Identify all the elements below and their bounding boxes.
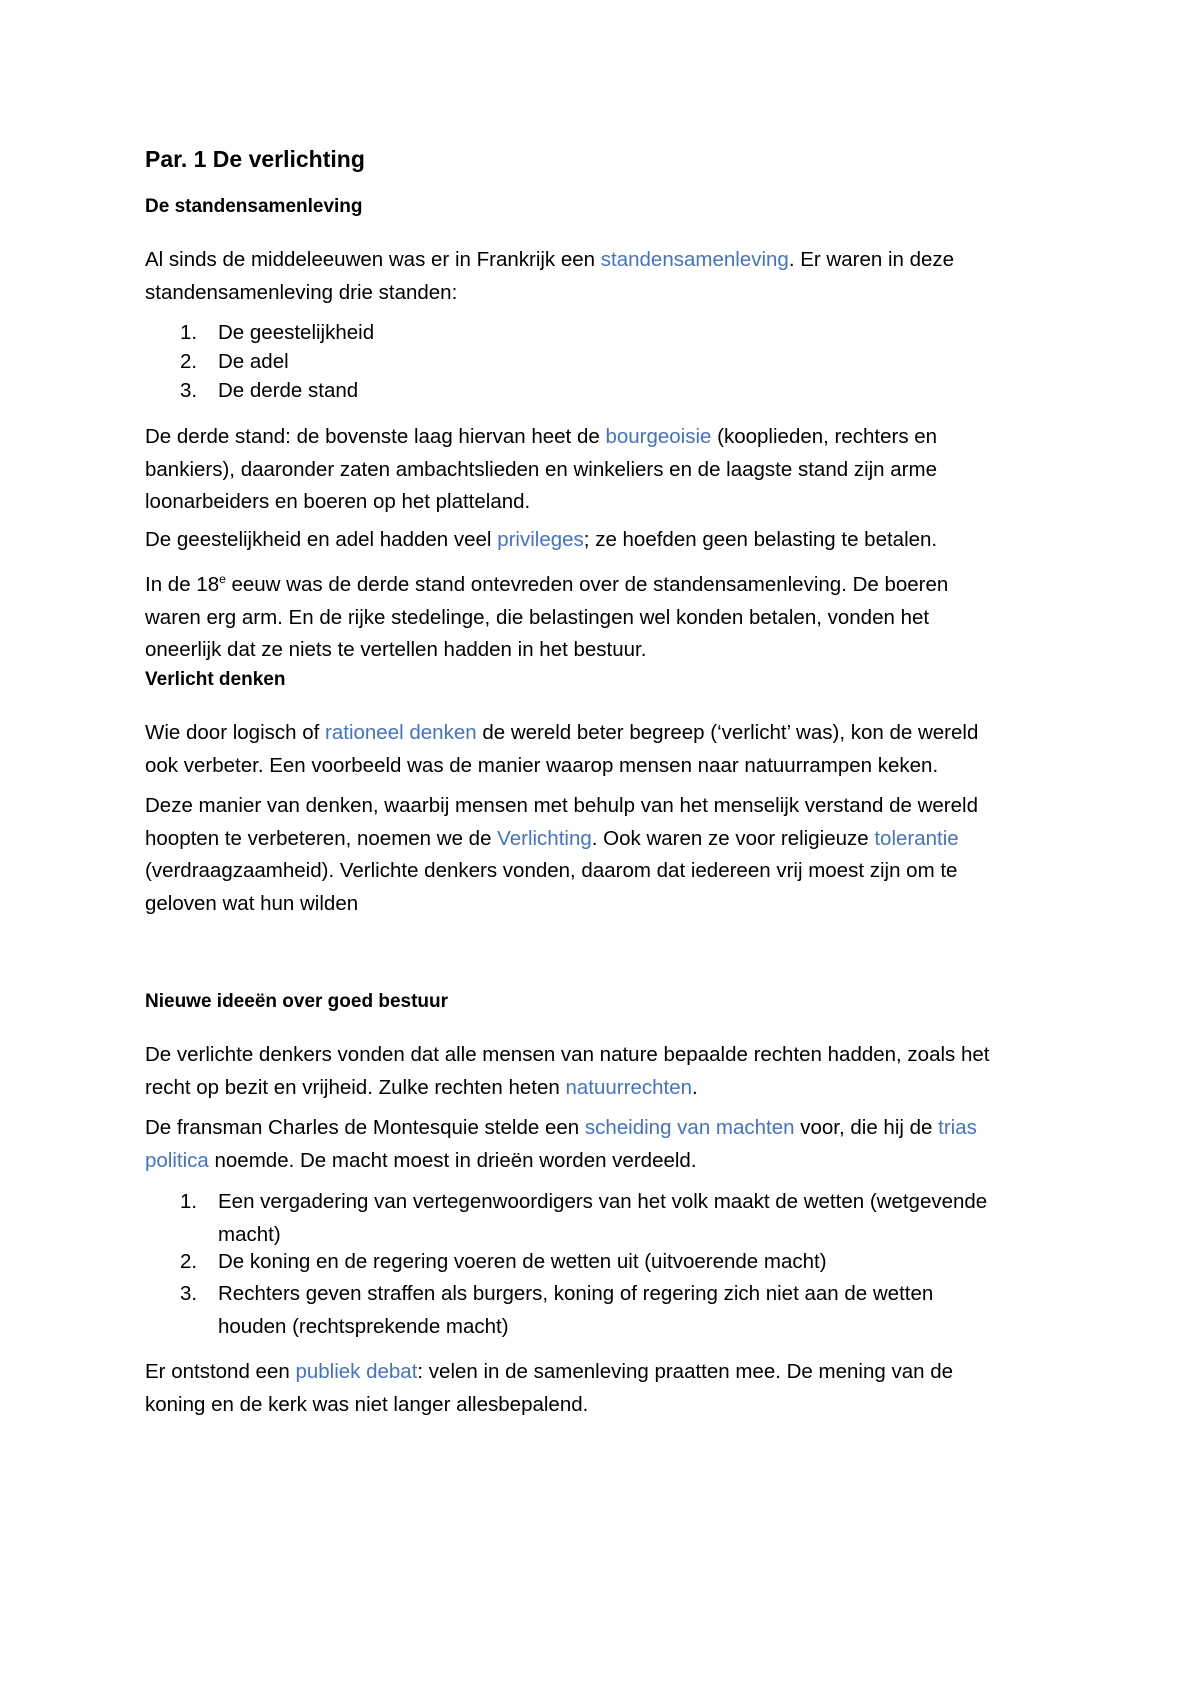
text-line [145,1112,1075,1145]
paragraph-publiek-debat [145,1356,1075,1421]
text-span: De geestelijkheid en adel hadden veel [145,528,498,551]
paragraph-derde-stand [145,421,1075,519]
text-line: loonarbeiders en boeren op het platteland. [145,490,531,513]
list-item-standen-2 [180,346,1080,379]
list-item-text: De geestelijkheid [218,321,375,344]
text-line: houden (rechtsprekende macht) [218,1314,509,1338]
list-item-text [218,1246,1080,1279]
text-line: Een vergadering van vertegenwoordigers van het volk maakt de wetten (wetgevende [218,1190,988,1213]
text-line: standensamenleving drie standen: [145,280,458,304]
paragraph-18e-eeuw [145,569,1075,667]
term-scheiding-van-machten: scheiding van machten [584,1116,795,1139]
term-trias: trias [938,1116,977,1139]
text-span: De derde stand: de bovenste laag hiervan heet de [145,425,606,448]
text-line: De koning en de regering voeren de wetten uit (uitvoerende macht) [218,1250,827,1273]
list-item-text [218,1186,1080,1251]
text-line [145,244,1075,277]
list-item-standen-1 [180,317,1080,350]
text-span: de wereld beter begreep (‘verlicht’ was), kon de wereld [476,721,979,744]
paragraph-rationeel-denken [145,717,1075,782]
text-span: ; ze hoefden geen belasting te betalen. [583,528,938,551]
paragraph-standen-intro [145,244,1075,309]
text-span: De fransman Charles de Montesquie stelde een [145,1116,585,1139]
text-line: oneerlijk dat ze niets te vertellen hadden in het bestuur. [145,638,647,661]
text-span: eeuw was de derde stand ontevreden over de standensamenleving. De boeren [225,573,949,596]
term-publiek-debat: publiek debat [295,1360,418,1383]
term-verlichting: Verlichting [497,826,592,850]
text-line: Deze manier van denken, waarbij mensen met behulp van het menselijk verstand de wereld [145,794,978,817]
text-span: Al sinds de middeleeuwen was er in Frankrijk een [145,248,601,271]
text-line: geloven wat hun wilden [145,891,359,915]
list-number: 1. [180,321,198,344]
text-line [145,569,1075,602]
text-line: (verdraagzaamheid). Verlichte denkers vonden, daarom dat iedereen vrij moest zijn om te [145,859,958,882]
text-span: voor, die hij de [794,1116,939,1139]
term-bourgeoisie: bourgeoisie [605,425,712,448]
text-line: waren erg arm. En de rijke stedelinge, die belastingen wel konden betalen, vonden het [145,605,930,629]
text-span: In de 18 [145,573,220,596]
text-span: . Er waren in deze [788,248,955,271]
list-number: 1. [180,1190,198,1213]
list-item-text: De adel [218,350,289,373]
text-span: hoopten te verbeteren, noemen we de [145,826,498,850]
term-standensamenleving: standensamenleving [600,248,789,271]
list-item-standen-3 [180,375,1080,408]
list-item-text: De derde stand [218,379,359,402]
paragraph-natuurrechten [145,1039,1075,1104]
list-number: 2. [180,350,198,373]
term-politica: politica [145,1148,209,1172]
term-privileges: privileges [497,528,584,551]
paragraph-privileges [145,524,1075,557]
text-line: ook verbeter. Een voorbeeld was de manier waarop mensen naar natuurrampen keken. [145,753,939,777]
list-item-machten-3 [180,1278,1080,1343]
section-heading-standensamenleving: De standensamenleving [145,196,363,217]
list-item-text [218,1278,1080,1343]
section-heading-goed-bestuur: Nieuwe ideeën over goed bestuur [145,991,449,1012]
term-tolerantie: tolerantie [874,826,959,850]
text-line: De verlichte denkers vonden dat alle mensen van nature bepaalde rechten hadden, zoals het [145,1043,990,1066]
text-span: Er ontstond een [145,1360,296,1383]
list-number: 3. [180,379,198,402]
text-line [145,823,1075,856]
text-line [145,717,1075,750]
superscript: e [219,572,226,586]
section-heading-verlicht-denken: Verlicht denken [145,669,286,690]
paragraph-verlichting [145,790,1075,920]
text-line: Rechters geven straffen als burgers, koning of regering zich niet aan de wetten [218,1282,934,1305]
text-line: bankiers), daaronder zaten ambachtslieden en winkeliers en de laagste stand zijn arme [145,457,937,481]
page-title: Par. 1 De verlichting [145,146,365,172]
text-span: . Ook waren ze voor religieuze [591,826,875,850]
text-line [145,1145,1075,1178]
text-line: macht) [218,1222,281,1246]
list-item-machten-1 [180,1186,1080,1251]
text-line [145,1356,1075,1389]
text-line [145,1072,1075,1105]
term-natuurrechten: natuurrechten [565,1075,693,1099]
text-line [145,524,1075,557]
text-span: noemde. De macht moest in drieën worden verdeeld. [208,1148,697,1172]
text-span: : velen in de samenleving praatten mee. De mening van de [417,1360,954,1383]
list-item-machten-2 [180,1246,1080,1279]
text-span: . [692,1075,698,1099]
term-rationeel-denken: rationeel denken [325,721,477,744]
text-span: recht op bezit en vrijheid. Zulke rechten heten [145,1075,566,1099]
list-number: 3. [180,1282,198,1305]
text-span: Wie door logisch of [145,721,326,744]
text-line [145,421,1075,454]
paragraph-montesquieu [145,1112,1075,1177]
list-number: 2. [180,1250,198,1273]
text-span: (kooplieden, rechters en [711,425,938,448]
text-line: koning en de kerk was niet langer allesbepalend. [145,1392,589,1416]
